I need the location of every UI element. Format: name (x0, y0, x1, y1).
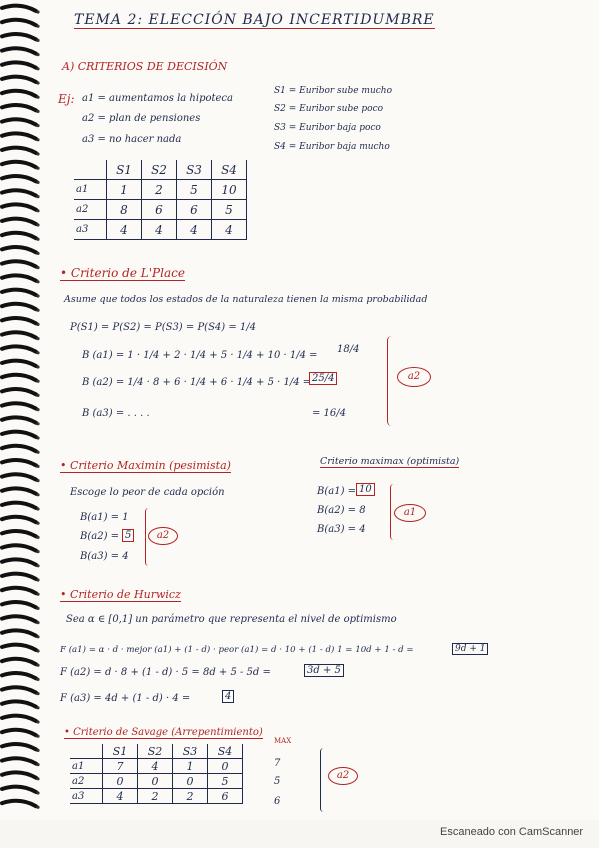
spiral-hole (36, 323, 39, 326)
maximax-result: a1 (394, 504, 426, 522)
maximin-description: Escoge lo peor de cada opción (70, 487, 225, 498)
spiral-ring (2, 375, 36, 380)
spiral-hole (36, 238, 39, 241)
hurwicz-f2-value: 3d + 5 (304, 664, 344, 677)
spiral-hole (36, 749, 39, 752)
spiral-hole (36, 167, 39, 170)
spiral-ring (2, 730, 36, 735)
max-label: MAX (274, 737, 292, 745)
spiral-ring (2, 133, 36, 138)
hurwicz-f3: F (a3) = 4d + (1 - d) · 4 = (60, 693, 191, 704)
spiral-hole (36, 380, 39, 383)
spiral-ring (2, 559, 36, 564)
laplace-b1: B (a1) = 1 · 1/4 + 2 · 1/4 + 5 · 1/4 + 10 · 1/4 = (82, 350, 318, 361)
spiral-hole (36, 67, 39, 70)
spiral-hole (36, 479, 39, 482)
spiral-hole (36, 593, 39, 596)
table-header: S1 (103, 744, 138, 759)
spiral-ring (2, 318, 36, 323)
spiral-ring (2, 346, 36, 351)
maximin-b2-label: B(a2) = (80, 531, 120, 542)
table-cell: 5 (208, 774, 243, 789)
table-cell: 7 (103, 759, 138, 774)
spiral-hole (36, 507, 39, 510)
example-label: Ej: (58, 92, 75, 106)
spiral-ring (2, 332, 36, 337)
laplace-b3: B (a3) = . . . . (82, 408, 150, 419)
page-title: TEMA 2: ELECCIÓN BAJO INCERTIDUMBRE (74, 12, 435, 28)
row-label: a2 (70, 774, 103, 789)
max-value: 6 (274, 796, 281, 807)
hurwicz-f1-value: 9d + 1 (452, 643, 488, 655)
table-cell: 4 (142, 220, 177, 240)
spiral-hole (36, 791, 39, 794)
spiral-ring (2, 275, 36, 280)
spiral-hole (36, 294, 39, 297)
spiral-hole (36, 422, 39, 425)
spiral-ring (2, 474, 36, 479)
spiral-ring (2, 673, 36, 678)
table-header: S2 (138, 744, 173, 759)
spiral-ring (2, 204, 36, 209)
spiral-hole (36, 706, 39, 709)
laplace-result: a2 (397, 367, 431, 387)
spiral-ring (2, 744, 36, 749)
laplace-b3-value: = 16/4 (312, 408, 347, 419)
spiral-ring (2, 148, 36, 153)
spiral-ring (2, 460, 36, 465)
spiral-ring (2, 247, 36, 252)
spiral-hole (36, 408, 39, 411)
spiral-ring (2, 716, 36, 721)
scanner-watermark: Escaneado con CamScanner (440, 826, 584, 838)
spiral-ring (2, 488, 36, 493)
spiral-hole (36, 621, 39, 624)
table-cell: 5 (177, 180, 212, 200)
table-header: S3 (177, 160, 212, 180)
spiral-hole (36, 649, 39, 652)
spiral-hole (36, 720, 39, 723)
spiral-hole (36, 578, 39, 581)
table-cell: 1 (107, 180, 142, 200)
maximin-result: a2 (148, 527, 178, 545)
spiral-hole (36, 777, 39, 780)
maximin-b2-value: 5 (122, 529, 134, 542)
spiral-binding (0, 0, 44, 820)
spiral-ring (2, 517, 36, 522)
spiral-ring (2, 574, 36, 579)
table-row (70, 759, 243, 774)
table-row (74, 200, 247, 220)
spiral-ring (2, 503, 36, 508)
max-value: 5 (274, 776, 281, 787)
state-s2: S2 = Euribor sube poco (274, 104, 384, 114)
spiral-hole (36, 550, 39, 553)
row-label: a3 (70, 789, 103, 804)
spiral-ring (2, 403, 36, 408)
laplace-heading: • Criterio de L'Place (60, 266, 185, 280)
spiral-hole (36, 536, 39, 539)
spiral-ring (2, 787, 36, 792)
table-cell: 6 (208, 789, 243, 804)
maximin-b3: B(a3) = 4 (80, 551, 129, 562)
spiral-hole (36, 152, 39, 155)
action-a2: a2 = plan de pensiones (82, 113, 201, 124)
table-cell: 0 (138, 774, 173, 789)
hurwicz-f2: F (a2) = d · 8 + (1 - d) · 5 = 8d + 5 - 5d = (60, 667, 271, 678)
hurwicz-definition: Sea α ∈ [0,1] un parámetro que representa el nivel de optimismo (66, 614, 397, 625)
savage-brace (320, 748, 327, 812)
spiral-hole (36, 195, 39, 198)
spiral-hole (36, 394, 39, 397)
table-cell: 6 (142, 200, 177, 220)
spiral-ring (2, 219, 36, 224)
table-header: S1 (107, 160, 142, 180)
laplace-assumption: Asume que todos los estados de la naturaleza tienen la misma probabilidad (64, 294, 428, 305)
laplace-b1-value: 18/4 (337, 344, 360, 355)
table-cell: 0 (103, 774, 138, 789)
spiral-ring (2, 701, 36, 706)
spiral-ring (2, 645, 36, 650)
maximax-b3: B(a3) = 4 (317, 524, 366, 535)
spiral-ring (2, 630, 36, 635)
row-label: a1 (70, 759, 103, 774)
spiral-hole (36, 451, 39, 454)
spiral-ring (2, 602, 36, 607)
laplace-b2-value: 25/4 (309, 372, 337, 385)
spiral-hole (36, 25, 39, 28)
table-cell: 4 (177, 220, 212, 240)
spiral-ring (2, 389, 36, 394)
state-s1: S1 = Euribor sube mucho (274, 86, 392, 96)
payoff-table (74, 160, 247, 240)
spiral-ring (2, 446, 36, 451)
spiral-ring (2, 687, 36, 692)
spiral-ring (2, 772, 36, 777)
spiral-hole (36, 10, 39, 13)
page-content (52, 0, 592, 820)
table-header: S4 (208, 744, 243, 759)
spiral-hole (36, 522, 39, 525)
row-label: a1 (74, 180, 107, 200)
spiral-ring (2, 77, 36, 82)
spiral-ring (2, 304, 36, 309)
maximax-b1-label: B(a1) = (317, 486, 357, 497)
spiral-ring (2, 417, 36, 422)
spiral-hole (36, 692, 39, 695)
spiral-ring (2, 48, 36, 53)
maximax-b2: B(a2) = 8 (317, 505, 366, 516)
spiral-hole (36, 53, 39, 56)
spiral-hole (36, 138, 39, 141)
table-cell: 2 (138, 789, 173, 804)
spiral-ring (2, 432, 36, 437)
maximin-b1: B(a1) = 1 (80, 512, 129, 523)
laplace-probabilities: P(S1) = P(S2) = P(S3) = P(S4) = 1/4 (70, 322, 257, 333)
hurwicz-f1: F (a1) = α · d · mejor (a1) + (1 - d) · peor (a1) = d · 10 + (1 - d) 1 = 10d + 1 - d = (60, 645, 414, 655)
section-a-heading: A) CRITERIOS DE DECISIÓN (62, 60, 228, 73)
spiral-ring (2, 91, 36, 96)
table-cell: 1 (173, 759, 208, 774)
spiral-hole (36, 181, 39, 184)
table-cell: 2 (142, 180, 177, 200)
spiral-ring (2, 361, 36, 366)
spiral-hole (36, 81, 39, 84)
spiral-ring (2, 801, 36, 806)
spiral-hole (36, 351, 39, 354)
spiral-hole (36, 806, 39, 809)
table-header: S4 (212, 160, 247, 180)
table-cell: 2 (173, 789, 208, 804)
maximin-heading: • Criterio Maximin (pesimista) (60, 459, 231, 472)
spiral-ring (2, 290, 36, 295)
spiral-ring (2, 176, 36, 181)
table-cell: 8 (107, 200, 142, 220)
spiral-hole (36, 266, 39, 269)
state-s3: S3 = Euribor baja poco (274, 123, 381, 133)
spiral-hole (36, 678, 39, 681)
spiral-ring (2, 545, 36, 550)
table-row (70, 789, 243, 804)
state-s4: S4 = Euribor baja mucho (274, 142, 390, 152)
table-cell: 4 (103, 789, 138, 804)
spiral-ring (2, 659, 36, 664)
savage-result: a2 (328, 767, 358, 785)
table-header: S3 (173, 744, 208, 759)
spiral-hole (36, 493, 39, 496)
savage-heading: • Criterio de Savage (Arrepentimiento) (64, 727, 263, 738)
action-a1: a1 = aumentamos la hipoteca (82, 93, 233, 104)
spiral-hole (36, 309, 39, 312)
spiral-ring (2, 62, 36, 67)
spiral-hole (36, 96, 39, 99)
table-cell: 4 (107, 220, 142, 240)
spiral-hole (36, 607, 39, 610)
spiral-ring (2, 233, 36, 238)
spiral-hole (36, 735, 39, 738)
spiral-ring (2, 531, 36, 536)
table-row (70, 774, 243, 789)
hurwicz-heading: • Criterio de Hurwicz (60, 588, 181, 601)
spiral-ring (2, 20, 36, 25)
maximax-heading: Criterio maximax (optimista) (320, 456, 460, 467)
spiral-ring (2, 190, 36, 195)
regret-table (70, 744, 243, 804)
table-row (74, 220, 247, 240)
spiral-ring (2, 616, 36, 621)
spiral-ring (2, 162, 36, 167)
table-header: S2 (142, 160, 177, 180)
spiral-ring (2, 34, 36, 39)
spiral-hole (36, 436, 39, 439)
max-value: 7 (274, 758, 281, 769)
spiral-hole (36, 465, 39, 468)
laplace-b2: B (a2) = 1/4 · 8 + 6 · 1/4 + 6 · 1/4 + 5 · 1/4 = (82, 377, 312, 388)
spiral-hole (36, 365, 39, 368)
table-cell: 4 (212, 220, 247, 240)
action-a3: a3 = no hacer nada (82, 134, 182, 145)
table-row (74, 180, 247, 200)
table-cell: 10 (212, 180, 247, 200)
spiral-hole (36, 337, 39, 340)
spiral-hole (36, 39, 39, 42)
table-cell: 6 (177, 200, 212, 220)
row-label: a3 (74, 220, 107, 240)
spiral-hole (36, 635, 39, 638)
spiral-hole (36, 209, 39, 212)
table-cell: 0 (173, 774, 208, 789)
spiral-ring (2, 261, 36, 266)
spiral-ring (2, 758, 36, 763)
spiral-hole (36, 763, 39, 766)
spiral-hole (36, 664, 39, 667)
spiral-ring (2, 119, 36, 124)
spiral-hole (36, 223, 39, 226)
spiral-hole (36, 124, 39, 127)
spiral-ring (2, 6, 36, 11)
table-cell: 4 (138, 759, 173, 774)
spiral-hole (36, 252, 39, 255)
spiral-ring (2, 588, 36, 593)
spiral-hole (36, 110, 39, 113)
row-label: a2 (74, 200, 107, 220)
spiral-hole (36, 280, 39, 283)
spiral-ring (2, 105, 36, 110)
table-cell: 5 (212, 200, 247, 220)
table-cell: 0 (208, 759, 243, 774)
spiral-hole (36, 564, 39, 567)
laplace-brace (387, 336, 396, 426)
maximax-b1-value: 10 (356, 483, 375, 496)
hurwicz-f3-value: 4 (222, 690, 234, 703)
